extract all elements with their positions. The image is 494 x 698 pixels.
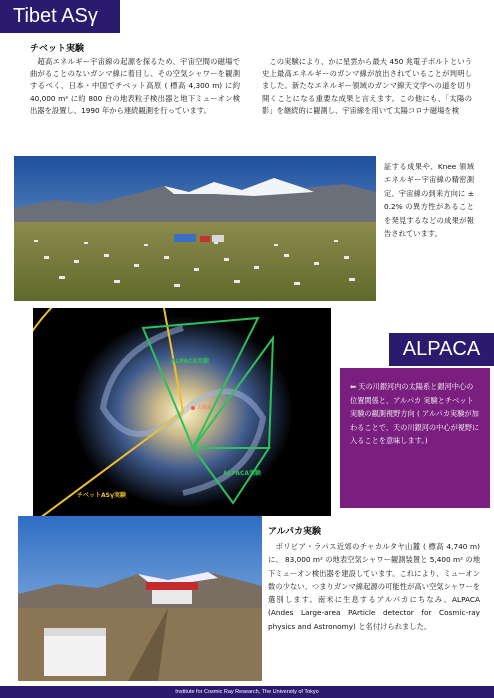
galaxy-label-alpaca-bottom: ALPACA実験	[223, 470, 262, 477]
alpaca-heading: アルパカ実験	[268, 527, 322, 537]
galaxy-label-sun: 太陽系	[197, 405, 213, 411]
galaxy-diagram	[33, 308, 331, 516]
tibet-paragraph-2-continued: 証する成果や、Knee 領域エネルギー宇宙線の精密測定、宇宙線の到来方向に ± 0.2% の異方性があることを発見するなどの成果が報告されています。	[384, 162, 474, 239]
section-title-alpaca: ALPACA	[389, 333, 494, 366]
tibet-heading: チベット実験	[30, 44, 85, 54]
section-title-tibet: Tibet ASγ	[0, 0, 120, 33]
tibet-paragraph-2: この実験により、かに星雲から最大 450 兆電子ボルトという史上最高エネルギーのガンマ線が放出されていることが判明しました。新たなエネルギー領域のガンマ線天文学への道を切り開くことになる重要な成果と言えます。この他にも、「太陽の影」を継続的に観測し、宇宙線を用いて太陽コロナ磁場を検	[262, 57, 472, 115]
tibet-paragraph-1: 超高エネルギー宇宙線の起源を探るため、宇宙空間の磁場で曲がることのないガンマ線に着目し、その空気シャワーを観測するべく、日本・中国でチベット高原 ( 標高 4,300 m) に約 40,000 m² に約 800 台の地表粒子検出器と地下ミューオン検出器を設置し、1990 年から連続観測を行っています。	[30, 57, 240, 115]
alpaca-paragraph: ボリビア・ラパス近郊のチャカルタヤ山麓 ( 標高 4,740 m) に、 83,000 m² の地表空気シャワー観測装置と 5,400 m² の地下ミューオン検出器を建設しています。これにより、ミューオン数の少ない、つまりガンマ線起源の可能性が高い空気シャワーを選別します。南米に生息するアルパカにちなみ、ALPACA (Andes Large-area PArticle detector for Cosmic-ray physics and Astronomy) と名付けられました。	[268, 542, 480, 631]
tibet-array-photo	[14, 156, 376, 301]
galaxy-label-tibet: チベットASγ実験	[77, 492, 127, 499]
footer: Institute for Cosmic Ray Research, The University of Tokyo	[0, 686, 494, 698]
alpaca-site-photo	[18, 516, 262, 681]
galaxy-label-alpaca-top: ALPACA実験	[171, 358, 210, 365]
galaxy-caption: ⬅ 天の川銀河内の太陽系と銀河中心の位置関係と、アルパカ 実験とチベット実験の観測視野方向 ( アルパカ実験が加わることで、天の川銀河の中心が視野に入ることを意味します。)	[340, 368, 490, 508]
